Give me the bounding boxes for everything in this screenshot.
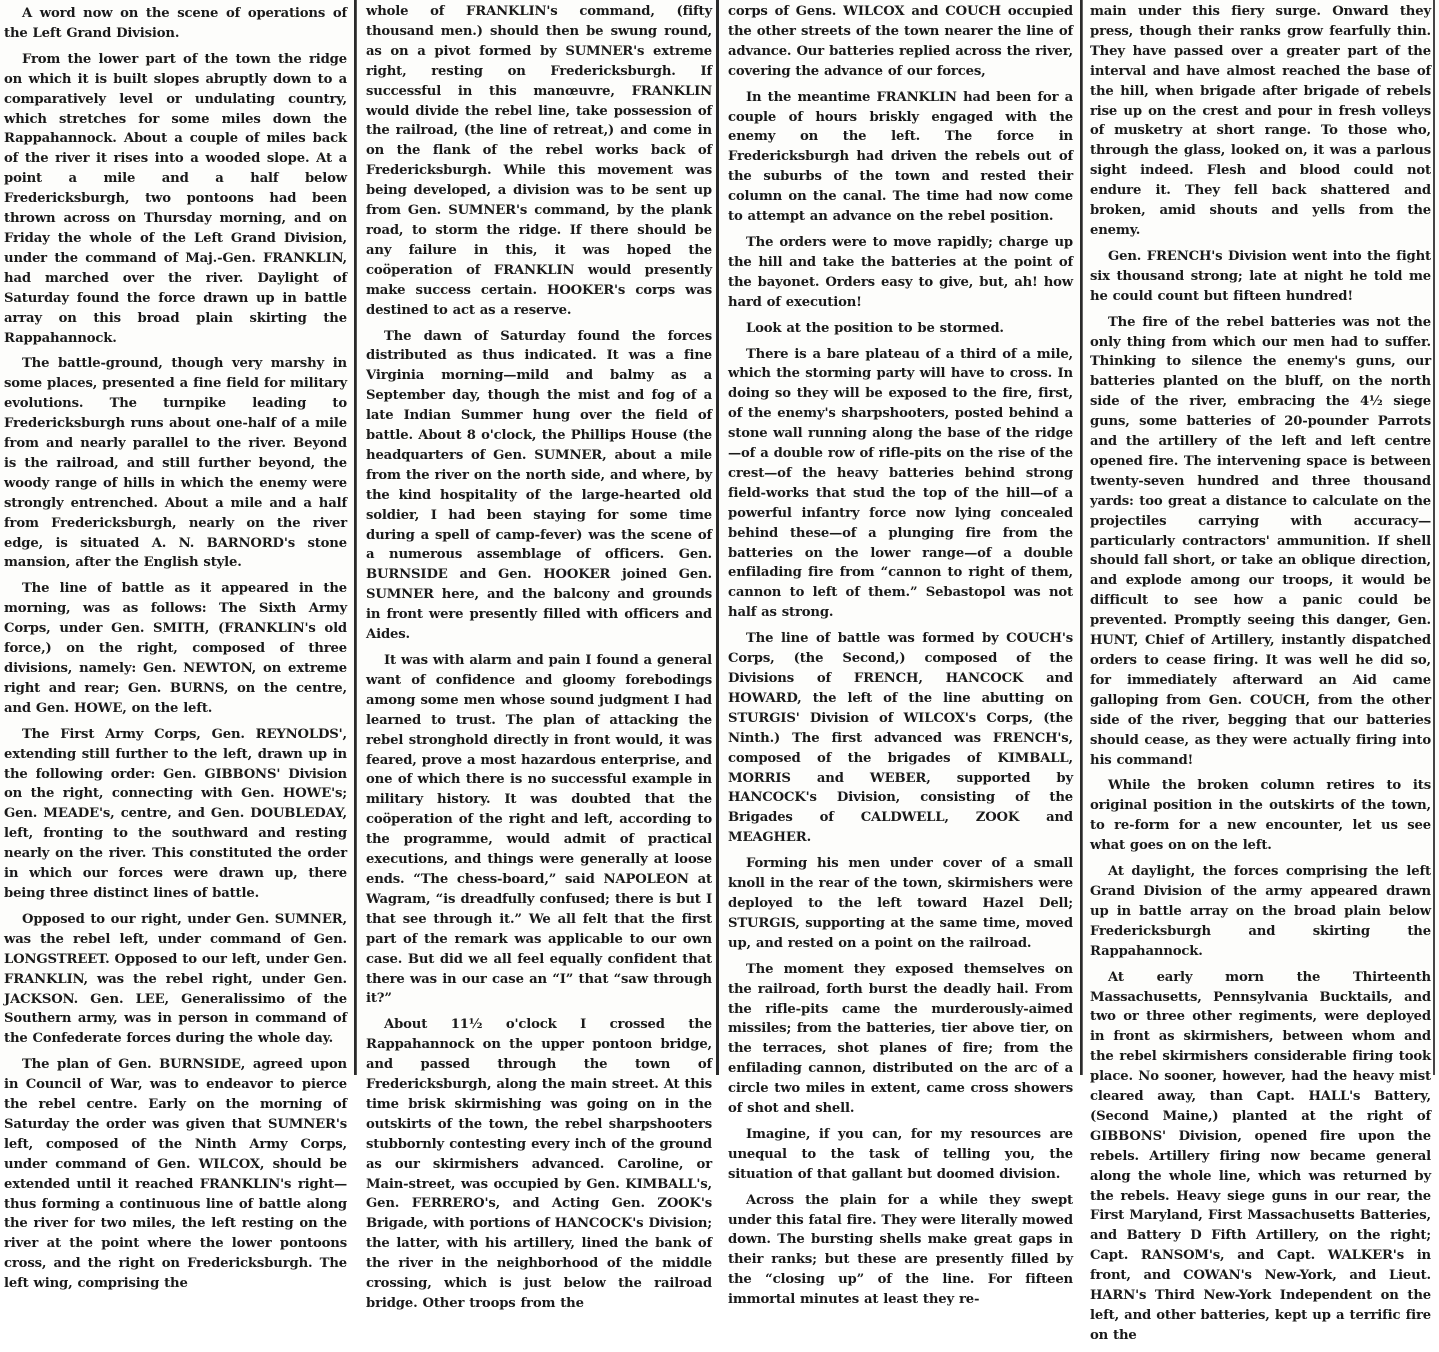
- paragraph: It was with alarm and pain I found a general want of confidence and gloomy forebodings among some men whose sound judgment I had learned to trust. The plan of attacking the rebel stronghold directly in front would, it was feared, prove a most hazardous enterprise, and one of which there is no successful example in military history. It was doubted that the coöperation of the right and left, according to the programme, would admit of practical executions, and things were generally at loose ends. “The chess-board,” said NAPOLEON at Wagram, “is dreadfully confused; there is but I that see through it.” We all felt that the first part of the remark was applicable to our own case. But did we all feel equally confident that there was in our case an “I” that “saw through it?”: [366, 653, 712, 1007]
- paragraph: A word now on the scene of operations of the Left Grand Division.: [4, 6, 347, 41]
- paragraph: Look at the position to be stormed.: [746, 320, 1004, 336]
- column-divider: [354, 0, 357, 1075]
- paragraph: Imagine, if you can, for my resources are unequal to the task of telling you, the situation of that gallant but doomed division.: [728, 1126, 1073, 1182]
- article-column-2: [366, 0, 712, 1320]
- paragraph: In the meantime FRANKLIN had been for a couple of hours briskly engaged with the enemy on the left. The force in Fredericksburgh had driven the rebels out of the suburbs of the town and rested their column on the canal. The time had now come to attempt an advance on the rebel position.: [728, 89, 1073, 225]
- paragraph: There is a bare plateau of a third of a mile, which the storming party will have to cross. In doing so they will be exposed to the fire, first, of the enemy's sharpshooters, posted behind a stone wall running along the base of the ridge—of a double row of rifle-pits on the rise of the crest—of the heavy batteries behind strong field-works that stud the top of the hill—of a powerful infantry force now lying concealed behind these—of a plunging fire from the batteries on the lower range—of a double enfilading fire from “cannon to right of them, cannon to left of them.” Sebastopol was not half as strong.: [728, 346, 1073, 621]
- paragraph: The orders were to move rapidly; charge up the hill and take the batteries at the point of the bayonet. Orders easy to give, but, ah! how hard of execution!: [728, 234, 1073, 310]
- column-divider: [716, 0, 719, 1075]
- paragraph: The line of battle as it appeared in the morning, was as follows: The Sixth Army Corps, under Gen. SMITH, (FRANKLIN's old force,) on the right, composed of three divisions, namely: Gen. NEWTON, on extreme right and rear; Gen. BURNS, on the centre, and Gen. HOWE, on the left.: [4, 581, 347, 716]
- article-column-4: [1090, 0, 1431, 1352]
- paragraph: At early morn the Thirteenth Massachusetts, Pennsylvania Bucktails, and two or three other regiments, were deployed in front as skirmishers, between whom and the rebel skirmishers considerable firing took place. No sooner, however, had the heavy mist cleared away, than Capt. HALL's Battery, (Second Maine,) planted at the right of GIBBONS' Division, opened fire upon the rebels. Artillery firing now became general along the whole line, which was returned by the rebels. Heavy siege guns in our rear, the First Maryland, First Massachusetts Batteries, and Battery D Fifth Artillery, on the right; Capt. RANSOM's, and Capt. WALKER's in front, and COWAN's New-York, and Lieut. HARN's Third New-York Independent on the left, and other batteries, kept up a terrific fire on the: [1090, 969, 1431, 1343]
- paragraph: The fire of the rebel batteries was not the only thing from which our men had to suffer. Thinking to silence the enemy's guns, our batteries planted on the bluff, on the north side of the river, embracing the 4½ siege guns, some batteries of 20-pounder Parrots and the artillery of the left and left centre opened fire. The intervening space is between twenty-seven hundred and three thousand yards: too great a distance to calculate on the projectiles carrying with accuracy—particularly contractors' ammunition. If shell should fall short, or take an oblique direction, and explode among our troops, it would be difficult to see how a panic could be prevented. Promptly seeing this danger, Gen. HUNT, Chief of Artillery, instantly dispatched orders to cease firing. It was well he did so, for immediately afterward an Aid came galloping from Gen. COUCH, from the other side of the river, begging that our batteries should cease, as they were actually firing into his command!: [1090, 314, 1431, 768]
- paragraph: Forming his men under cover of a small knoll in the rear of the town, skirmishers were deployed to the left toward Hazel Dell; STURGIS, supporting at the same time, moved up, and rested on a point on the railroad.: [728, 856, 1073, 951]
- article-column-1: [4, 0, 347, 1300]
- article-column-3: [728, 0, 1073, 1316]
- paragraph: From the lower part of the town the ridge on which it is built slopes abruptly down to a comparatively level or undulating country, which stretches for some miles down the Rappahannock. About a couple of miles back of the river it rises into a wooded slope. At a point a mile and a half below Fredericksburgh, two pontoons had been thrown across on Thursday morning, and on Friday the whole of the Left Grand Division, under the command of Maj.-Gen. FRANKLIN, had marched over the river. Daylight of Saturday found the force drawn up in battle array on this broad plain skirting the Rappahannock.: [4, 51, 347, 346]
- paragraph: Gen. FRENCH's Division went into the fight six thousand strong; late at night he told me he could count but fifteen hundred!: [1090, 248, 1431, 304]
- paragraph: The dawn of Saturday found the forces distributed as thus indicated. It was a fine Virginia morning—mild and balmy as a September day, though the mist and fog of a late Indian Summer hung over the field of battle. About 8 o'clock, the Phillips House (the headquarters of Gen. SUMNER, about a mile from the river on the north side, and where, by the kind hospitality of the large-hearted old soldier, I had been staying for some time during a spell of camp-fever) was the scene of a numerous assemblage of officers. Gen. BURNSIDE and Gen. HOOKER joined Gen. SUMNER here, and the balcony and grounds in front were presently filled with officers and Aides.: [366, 328, 712, 643]
- paragraph: main under this fiery surge. Onward they press, though their ranks grow fearfully thin. They have passed over a greater part of the interval and have almost reached the base of the hill, when brigade after brigade of rebels rise up on the crest and pour in fresh volleys of musketry at short range. To those who, through the glass, looked on, it was a parlous sight indeed. Flesh and blood could not endure it. They fell back shattered and broken, amid shouts and yells from the enemy.: [1090, 4, 1431, 238]
- paragraph: whole of FRANKLIN's command, (fifty thousand men.) should then be swung round, as on a pivot formed by SUMNER's extreme right, resting on Fredericksburgh. If successful in this manœuvre, FRANKLIN would divide the rebel line, take possession of the railroad, (the line of retreat,) and come in on the flank of the rebel works back of Fredericksburgh. While this movement was being developed, a division was to be sent up from Gen. SUMNER's command, by the plank road, to storm the ridge. If there should be any failure in this, it was hoped the coöperation of FRANKLIN would presently make success certain. HOOKER's corps was destined to act as a reserve.: [366, 4, 712, 318]
- paragraph: The moment they exposed themselves on the railroad, forth burst the deadly hail. From the rifle-pits came the murderously-aimed missiles; from the batteries, tier above tier, on the terraces, shot planes of fire; from the enfilading cannon, distributed on the arc of a circle two miles in extent, came cross showers of shot and shell.: [728, 961, 1073, 1117]
- paragraph: At daylight, the forces comprising the left Grand Division of the army appeared drawn up in battle array on the broad plain below Fredericksburgh and skirting the Rappahannock.: [1090, 864, 1431, 959]
- paragraph: The battle-ground, though very marshy in some places, presented a fine field for military evolutions. The turnpike leading to Fredericksburgh runs about one-half of a mile from and nearly parallel to the river. Beyond is the railroad, and still further beyond, the woody range of hills in which the enemy were strongly entrenched. About a mile and a half from Fredericksburgh, nearly on the river edge, is situated A. N. BARNORD's stone mansion, after the English style.: [4, 356, 347, 571]
- paragraph: corps of Gens. WILCOX and COUCH occupied the other streets of the town nearer the line of advance. Our batteries replied across the river, covering the advance of our forces,: [728, 4, 1073, 79]
- paragraph: Across the plain for a while they swept under this fatal fire. They were literally mowed down. The bursting shells make great gaps in their ranks; but these are presently filled by the “closing up” of the line. For fifteen immortal minutes at least they re-: [728, 1192, 1073, 1308]
- paragraph: The line of battle was formed by COUCH's Corps, (the Second,) composed of the Divisions of FRENCH, HANCOCK and HOWARD, the left of the line abutting on STURGIS' Division of WILCOX's Corps, (the Ninth.) The first advanced was FRENCH's, composed of the brigades of KIMBALL, MORRIS and WEBER, supported by HANCOCK's Division, consisting of the Brigades of CALDWELL, ZOOK and MEAGHER.: [728, 631, 1073, 846]
- paragraph: While the broken column retires to its original position in the outskirts of the town, to re-form for a new encounter, let us see what goes on on the left.: [1090, 778, 1431, 854]
- paragraph: The plan of Gen. BURNSIDE, agreed upon in Council of War, was to endeavor to pierce the rebel centre. Early on the morning of Saturday the order was given that SUMNER's left, composed of the Ninth Army Corps, under command of Gen. WILCOX, should be extended until it reached FRANKLIN's right—thus forming a continuous line of battle along the river for two miles, the left resting on the river at the point where the lower pontoons cross, and the right on Fredericksburgh. The left wing, comprising the: [4, 1057, 347, 1292]
- paragraph: The First Army Corps, Gen. REYNOLDS', extending still further to the left, drawn up in the following order: Gen. GIBBONS' Division on the right, connecting with Gen. HOWE's; Gen. MEADE's, centre, and Gen. DOUBLEDAY, left, fronting to the southward and resting nearly on the river. This constituted the order in which our forces were drawn up, there being three distinct lines of battle.: [4, 726, 347, 901]
- paragraph: About 11½ o'clock I crossed the Rappahannock on the upper pontoon bridge, and passed through the town of Fredericksburgh, along the main street. At this time brisk skirmishing was going on in the outskirts of the town, the rebel sharpshooters stubbornly contesting every inch of the ground as our skirmishers advanced. Caroline, or Main-street, was occupied by Gen. KIMBALL's, Gen. FERRERO's, and Acting Gen. ZOOK's Brigade, with portions of HANCOCK's Division; the latter, with his artillery, lined the bank of the river in the neighborhood of the middle crossing, which is just below the railroad bridge. Other troops from the: [366, 1017, 712, 1311]
- page-edge-rule: [1433, 0, 1435, 1075]
- paragraph: Opposed to our right, under Gen. SUMNER, was the rebel left, under command of Gen. LONGSTREET. Opposed to our left, under Gen. FRANKLIN, was the rebel right, under Gen. JACKSON. Gen. LEE, Generalissimo of the Southern army, was in person in command of the Confederate forces during the whole day.: [4, 911, 347, 1047]
- column-divider: [1080, 0, 1083, 1075]
